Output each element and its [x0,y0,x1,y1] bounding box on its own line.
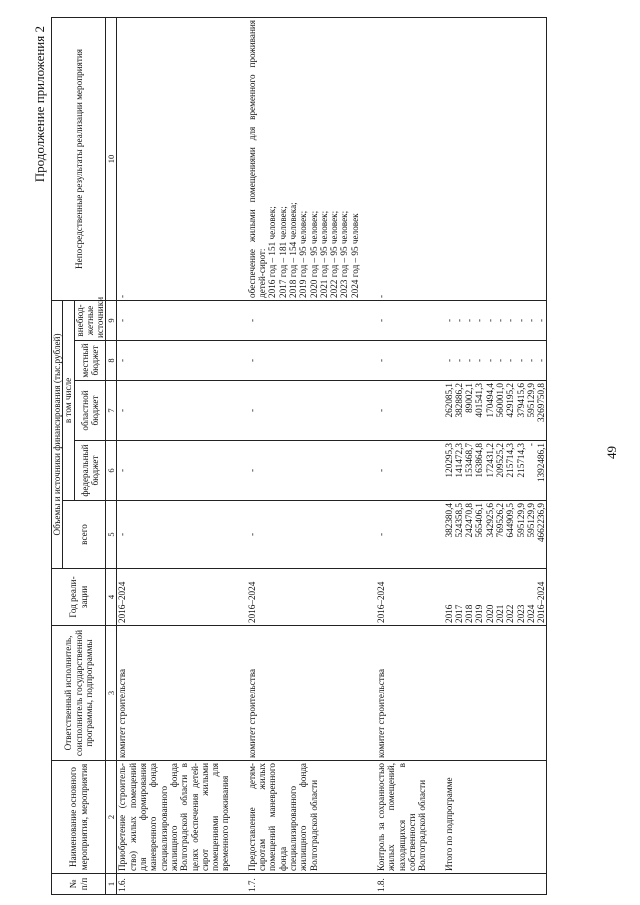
row-regional: - [376,381,427,441]
row-local: - [117,341,231,381]
row-local: - [376,341,427,381]
subtotal-regional [444,381,547,441]
row-name: Приобретение (строитель-ство) жилых помещений для формирования маневренного фонда специализированного жилищного фонда Волгоградской области в целях обеспечения детей-сирот жилыми помещениями для временного проживания [117,761,231,874]
subtotal-value: 2020 [484,604,495,623]
subtotal-value: 209525,2 [494,443,505,478]
subtotal-local [444,341,547,381]
header-num: № п/п [52,874,106,895]
table-row [376,17,427,894]
row-year: 2016–2024 [117,569,231,626]
row-federal: - [117,441,231,501]
result-line: 2017 год – 181 человек; [277,206,288,298]
subtotal-value: - [494,358,505,363]
row-spacer [360,17,376,894]
header-name: Наименование основного мероприятия, мероприятия [52,761,106,874]
row-regional: - [247,381,360,441]
subtotal-value: - [474,358,485,363]
header-funding-group: Объемы и источники финансирования (тыс.рублей) [52,300,63,568]
result-line: 2023 год – 95 человек; [339,210,350,298]
row-executor: комитет строительства [247,626,360,761]
subtotal-value: 560001,0 [494,383,505,418]
subtotal-value: 3269750,8 [536,383,547,423]
subtotal-value: 242470,8 [464,503,475,538]
subtotal-value: - [474,318,485,323]
subtotal-value: 429195,2 [505,383,516,418]
subtotal-value: - [536,318,547,323]
subtotal-value: 141472,3 [453,443,464,478]
subtotal-extra [444,300,547,340]
subtotal-value: 215714,3 [505,443,516,478]
subtotal-value: - [453,358,464,363]
subtotal-value: - [515,318,526,323]
subtotal-value: 524358,5 [453,503,464,538]
subtotal-value: - [464,358,475,363]
subtotal-value: - [505,318,516,323]
row-regional: - [117,381,231,441]
subtotal-value: 2023 [515,604,526,623]
header-extra: внебюд-жетные источники [74,300,106,340]
column-number: 1 [106,874,117,895]
subtotal-value: 382380,4 [443,503,454,538]
subtotal-value: 120295,3 [443,443,454,478]
subtotal-value: - [453,318,464,323]
subtotal-value: 163864,8 [474,443,485,478]
column-number: 2 [106,761,117,874]
row-local: - [247,341,360,381]
result-line: 2024 год – 95 человек [349,213,360,298]
row-spacer [231,17,247,894]
row-result: - [117,17,231,300]
subtotal-value: 172431,2 [484,443,495,478]
column-number: 3 [106,626,117,761]
row-number: 1.8. [376,874,427,895]
row-executor: комитет строительства [376,626,427,761]
row-total: - [376,501,427,569]
subtotal-value: - [536,358,547,363]
subtotal-value: 2016 [443,604,454,623]
subtotal-value: - [494,318,505,323]
subtotal-total [444,501,547,569]
row-extra: - [117,300,231,340]
row-executor: комитет строительства [117,626,231,761]
row-name: Контроль за сохранностью жилых помещений, находящихся в собственности Волгоградской области [376,761,427,874]
subtotal-value: 170494,4 [484,383,495,418]
result-line: 2019 год – 95 человек; [298,210,309,298]
funding-table [51,17,547,895]
subtotal-value: - [505,358,516,363]
row-number: 1.7. [247,874,360,895]
subtotal-value: - [515,358,526,363]
subtotal-federal [444,441,547,501]
row-total: - [247,501,360,569]
subtotal-value: 2024 [525,604,536,623]
row-number: 1.6. [117,874,231,895]
column-number: 10 [106,17,117,300]
subtotal-row [444,17,547,894]
row-federal: - [247,441,360,501]
subtotal-value: 565406,1 [474,503,485,538]
subtotal-value: - [484,318,495,323]
header-federal: федеральный бюджет [74,441,106,501]
subtotal-value: 644909,5 [505,503,516,538]
header-total: всего [63,501,106,569]
row-spacer [428,17,444,894]
subtotal-value: - [525,358,536,363]
column-number: 8 [106,341,117,381]
table-row [247,17,360,894]
table-row [117,17,231,894]
subtotal-value: 153468,7 [464,443,475,478]
subtotal-value: - [525,318,536,323]
subtotal-value: - [443,358,454,363]
subtotal-value: 595129,9 [525,383,536,418]
subtotal-value: 379415,6 [515,383,526,418]
row-extra: - [247,300,360,340]
subtotal-years [444,569,547,626]
result-line: 2016 год – 151 человек; [267,206,278,298]
subtotal-value: 342925,6 [484,503,495,538]
subtotal-value: 595129,9 [515,503,526,538]
subtotal-value: - [525,443,536,447]
result-line: 2022 год – 95 человек; [329,210,340,298]
column-number: 9 [106,300,117,340]
subtotal-value: 401541,3 [474,383,485,418]
subtotal-value: 2016–2024 [536,581,547,623]
continuation-title: Продолжение приложения 2 [32,26,47,183]
header-executor: Ответственный исполнитель, соисполнитель государственной программы, подпрограммы [52,626,106,761]
row-name: Предоставление детям-сиротам жилых помещений маневренного фонда специализированного жилищного фонда Волгоградской области [247,761,360,874]
result-line: 2021 год – 95 человек; [318,210,329,298]
subtotal-value: - [484,358,495,363]
row-year: 2016–2024 [376,569,427,626]
page-number: 49 [604,446,619,459]
subtotal-label: Итого по подпрограмме [444,761,547,874]
header-in-that-number: в том числе [63,300,74,500]
row-result: - [376,17,427,300]
result-text: обеспечение жилыми помещениями для временного проживания детей-сирот: [246,19,268,298]
subtotal-value: 4662236,9 [536,503,547,543]
subtotal-value: 215714,3 [515,443,526,478]
subtotal-value: 89002,1 [464,383,475,413]
header-results: Непосредственные результаты реализации мероприятия [52,17,106,300]
result-line: 2018 год – 154 человека; [287,202,298,298]
subtotal-value: 2022 [505,604,516,623]
column-number: 4 [106,569,117,626]
result-line: 2020 год – 95 человек; [308,210,319,298]
subtotal-value: 2018 [464,604,475,623]
header-local: местный бюджет [74,341,106,381]
row-total: - [117,501,231,569]
subtotal-value: 2021 [494,604,505,623]
subtotal-value: 2019 [474,604,485,623]
header-regional: областной бюджет [74,381,106,441]
subtotal-value: 1392486,1 [536,443,547,483]
column-number: 7 [106,381,117,441]
column-number: 5 [106,501,117,569]
subtotal-value: 2017 [453,604,464,623]
header-year: Год реали-зации [52,569,106,626]
row-result [247,17,360,300]
subtotal-value: 262085,1 [443,383,454,418]
row-extra: - [376,300,427,340]
subtotal-value: 595129,9 [525,503,536,538]
subtotal-value: 769526,2 [494,503,505,538]
row-federal: - [376,441,427,501]
subtotal-value: - [464,318,475,323]
subtotal-value: - [443,318,454,323]
subtotal-value: 382886,2 [453,383,464,418]
row-year: 2016–2024 [247,569,360,626]
column-number: 6 [106,441,117,501]
